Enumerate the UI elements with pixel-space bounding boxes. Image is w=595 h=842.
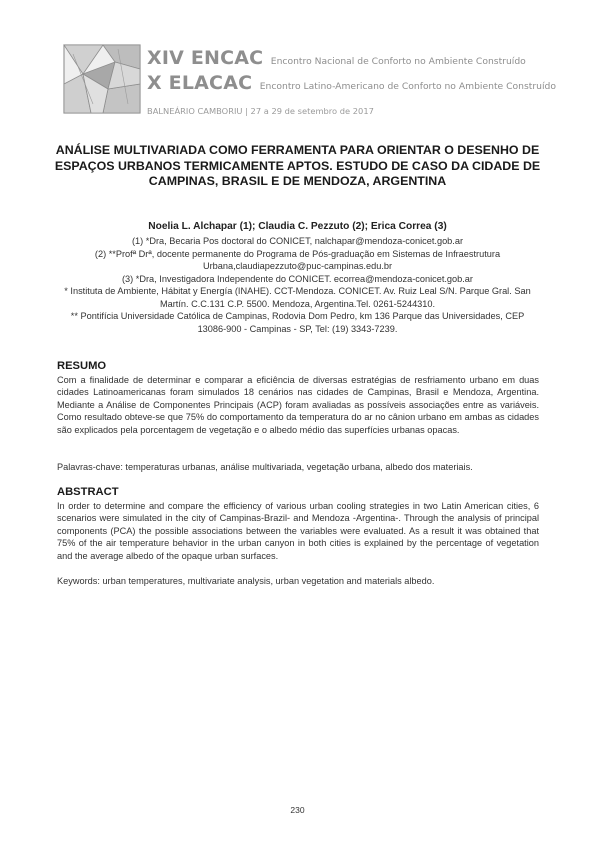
page-number: 230 — [290, 805, 305, 815]
affiliations — [56, 235, 539, 335]
conference-acronym-1: XIV ENCAC — [147, 47, 264, 69]
paper-title: ANÁLISE MULTIVARIADA COMO FERRAMENTA PARA ORIENTAR O DESENHO DE ESPAÇOS URBANOS TERMICAMENTE APTOS. ESTUDO DE CASO DA CIDADE DE CAMPINAS, BRASIL E DE MENDOZA, ARGENTINA — [54, 143, 541, 188]
resumo-text: Com a finalidade de determinar e comparar a eficiência de diversas estratégias de resfriamento urbano em duas cidades Latinoamericanas foram simulados 18 cenários nas cidades de Campinas, Brasil e Mendoza, Argentina. Mediante a Análise de Componentes Principais (ACP) foram avaliadas as possíveis associações entre as variáveis. Como resultado obteve-se que 75% do comportamento da temperatura do ar no cânion urbano em ambas as cidades são explicados pela porcentagem de vegetação e o albedo médio das superfícies urbanas opacas. — [57, 375, 539, 435]
abstract-heading: ABSTRACT — [57, 486, 119, 498]
resumo-heading: RESUMO — [57, 360, 107, 372]
affiliation-2: (2) **Profª Drª, docente permanente do Programa de Pós-graduação em Sistemas de Infraestrutura Urbana,claudiapezzuto@puc-campinas.edu.br — [94, 248, 501, 271]
conference-acronym-2: X ELACAC — [147, 72, 253, 94]
affiliation-5: ** Pontifícia Universidade Católica de Campinas, Rodovia Dom Pedro, km 136 Parque das Universidades, CEP 13086-900 - Campinas - SP, Tel: (19) 3343-7239. — [70, 311, 525, 334]
conference-line-2 — [147, 72, 556, 94]
paper-authors: Noelia L. Alchapar (1); Claudia C. Pezzuto (2); Erica Correa (3) — [148, 221, 447, 232]
affiliation-4: * Instituta de Ambiente, Hábitat y Energía (INAHE). CCT-Mendoza. CONICET. Av. Ruiz Leal S/N. Parque Gral. San Martín. C.C.131 C.P. 5500. Mendoza, Argentina.Tel. 0261-5244310. — [64, 286, 531, 309]
conference-line-1 — [147, 47, 526, 69]
abstract-text: In order to determine and compare the efficiency of various urban cooling strategies in two Latin American cities, 6 scenarios were simulated in the city of Campinas-Brazil- and Mendoza -Argentina-. Through the analysis of principal components (PCA) the possible associations between the variables were evaluated. As a result it was obtained that 75% of the air temperature behavior in the urban canyon in both cities is explained by the percentage of vegetation and the average albedo of the opaque urban surfaces. — [57, 501, 539, 561]
affiliation-1: (1) *Dra, Becaria Pos doctoral do CONICET, nalchapar@mendoza-conicet.gob.ar — [131, 236, 464, 246]
affiliation-3: (3) *Dra, Investigadora Independente do CONICET. ecorrea@mendoza-conicet.gob.ar — [122, 273, 473, 284]
conference-name-2: Encontro Latino-Americano de Conforto no Ambiente Construído — [259, 81, 556, 92]
conference-header — [63, 44, 556, 124]
abstract-keywords: Keywords: urban temperatures, multivariate analysis, urban vegetation and materials albedo. — [57, 576, 435, 586]
conference-venue: BALNEÁRIO CAMBORIU | 27 a 29 de setembro de 2017 — [147, 106, 374, 116]
conference-name-1: Encontro Nacional de Conforto no Ambiente Construído — [270, 56, 526, 67]
resumo-keywords: Palavras-chave: temperaturas urbanas, análise multivariada, vegetação urbana, albedo dos materiais. — [57, 462, 473, 472]
conference-logo-icon — [63, 44, 141, 114]
